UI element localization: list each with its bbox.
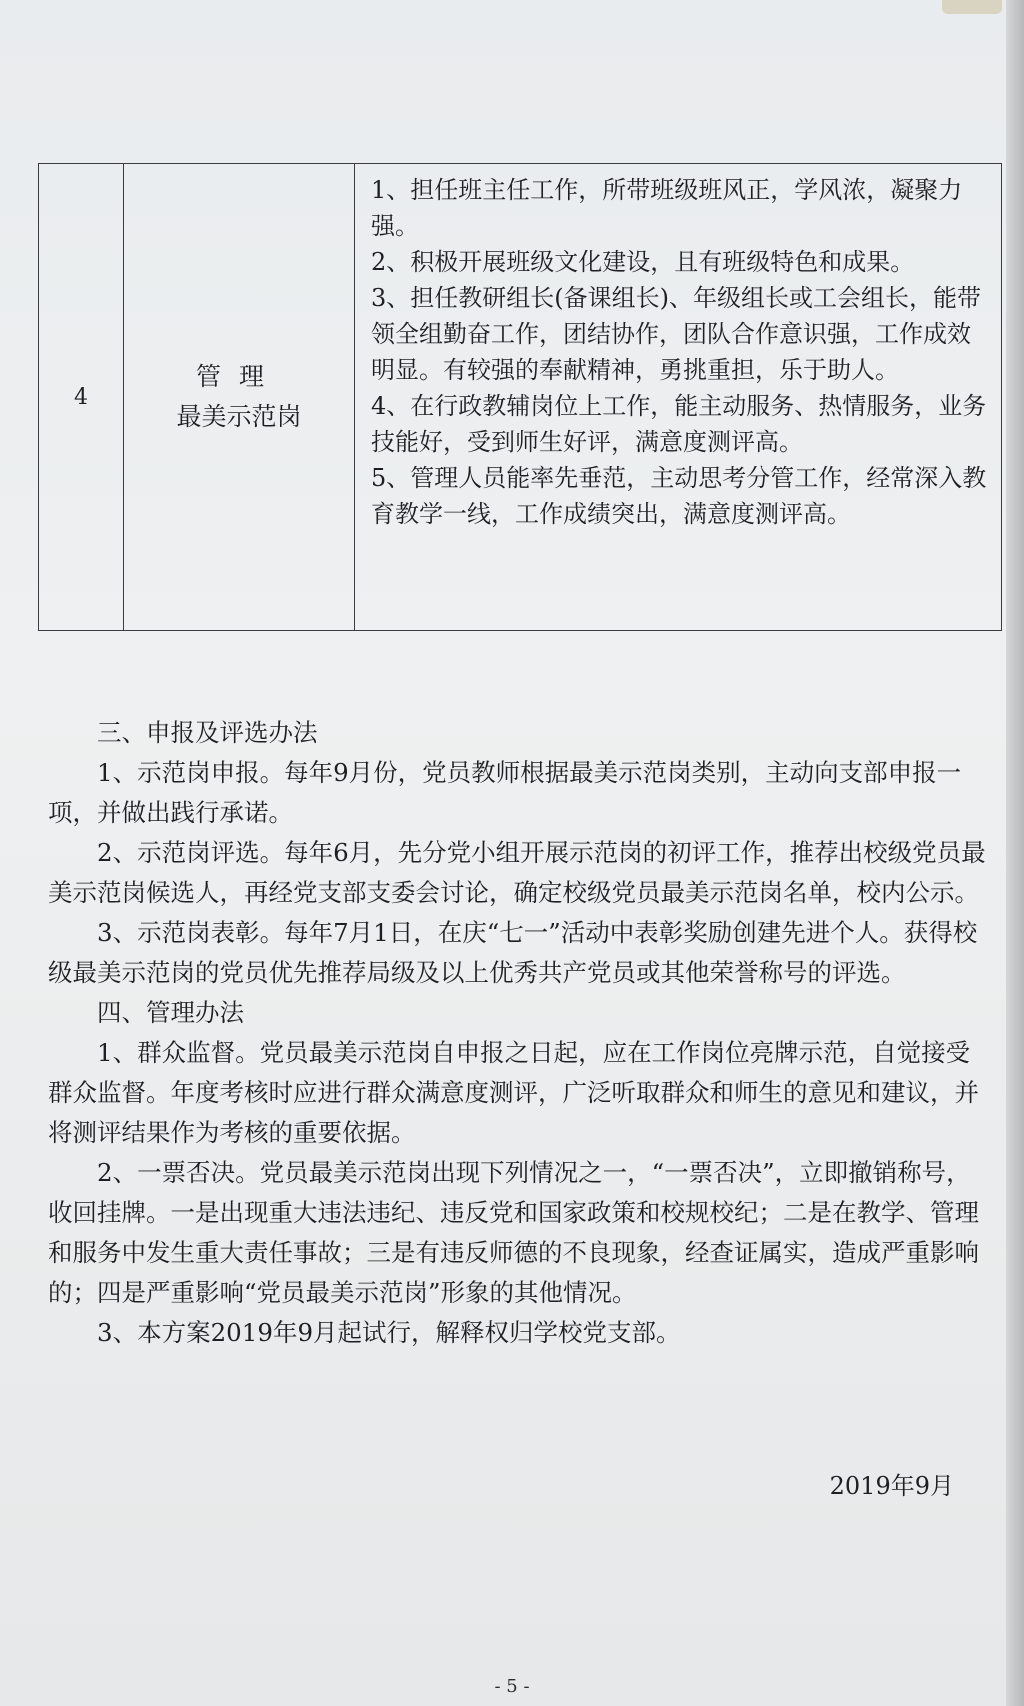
category-line-1: 管理: [195, 362, 282, 391]
table-row: [39, 164, 1002, 631]
section-heading: 三、申报及评选办法: [97, 718, 318, 747]
paragraph: 1、群众监督。党员最美示范岗自申报之日起，应在工作岗位亮牌示范，自觉接受群众监督。年度考核时应进行群众满意度测评，广泛听取群众和师生的意见和建议，并将测评结果作为考核的重要依据。: [48, 1038, 979, 1147]
paragraph: 2、示范岗评选。每年6月，先分党小组开展示范岗的初评工作，推荐出校级党员最美示范岗候选人，再经党支部支委会讨论，确定校级党员最美示范岗名单，校内公示。: [48, 838, 986, 907]
paragraph: 3、本方案2019年9月起试行，解释权归学校党支部。: [97, 1318, 681, 1347]
paragraph: 3、示范岗表彰。每年7月1日，在庆“七一”活动中表彰奖励创建先进个人。获得校级最美示范岗的党员优先推荐局级及以上优秀共产党员或其他荣誉称号的评选。: [48, 918, 978, 987]
requirement-item: 4、在行政教辅岗位上工作，能主动服务、热情服务，业务技能好，受到师生好评，满意度测评高。: [371, 392, 987, 456]
criteria-table: [38, 163, 1002, 631]
requirement-item: 1、担任班主任工作，所带班级班风正，学风浓，凝聚力强。: [371, 176, 963, 240]
row-number-cell: [39, 164, 124, 631]
page-number: - 5 -: [494, 1676, 530, 1697]
page-edge-shadow: [1006, 0, 1024, 1706]
body-text: [48, 713, 988, 1353]
row-number: 4: [74, 384, 88, 410]
requirement-item: 3、担任教研组长(备课组长)、年级组长或工会组长，能带领全组勤奋工作，团结协作，团队合作意识强，工作成效明显。有较强的奉献精神，勇挑重担，乐于助人。: [371, 284, 981, 384]
corner-tab: [942, 0, 1002, 14]
requirements-cell: [355, 164, 1002, 631]
paragraph: 2、一票否决。党员最美示范岗出现下列情况之一，“一票否决”，立即撤销称号，收回挂牌。一是出现重大违法违纪、违反党和国家政策和校规校纪；二是在教学、管理和服务中发生重大责任事故；三是有违反师德的不良现象，经查证属实，造成严重影响的；四是严重影响“党员最美示范岗”形象的其他情况。: [48, 1158, 979, 1307]
section-heading: 四、管理办法: [97, 998, 244, 1027]
requirement-item: 5、管理人员能率先垂范，主动思考分管工作，经常深入教育教学一线，工作成绩突出，满意度测评高。: [371, 464, 987, 528]
paragraph: 1、示范岗申报。每年9月份，党员教师根据最美示范岗类别，主动向支部申报一项，并做出践行承诺。: [48, 758, 962, 827]
category-cell: [124, 164, 355, 631]
requirement-item: 2、积极开展班级文化建设，且有班级特色和成果。: [371, 248, 915, 276]
document-date: 2019年9月: [829, 1472, 954, 1500]
category-line-2: 最美示范岗: [176, 402, 302, 431]
